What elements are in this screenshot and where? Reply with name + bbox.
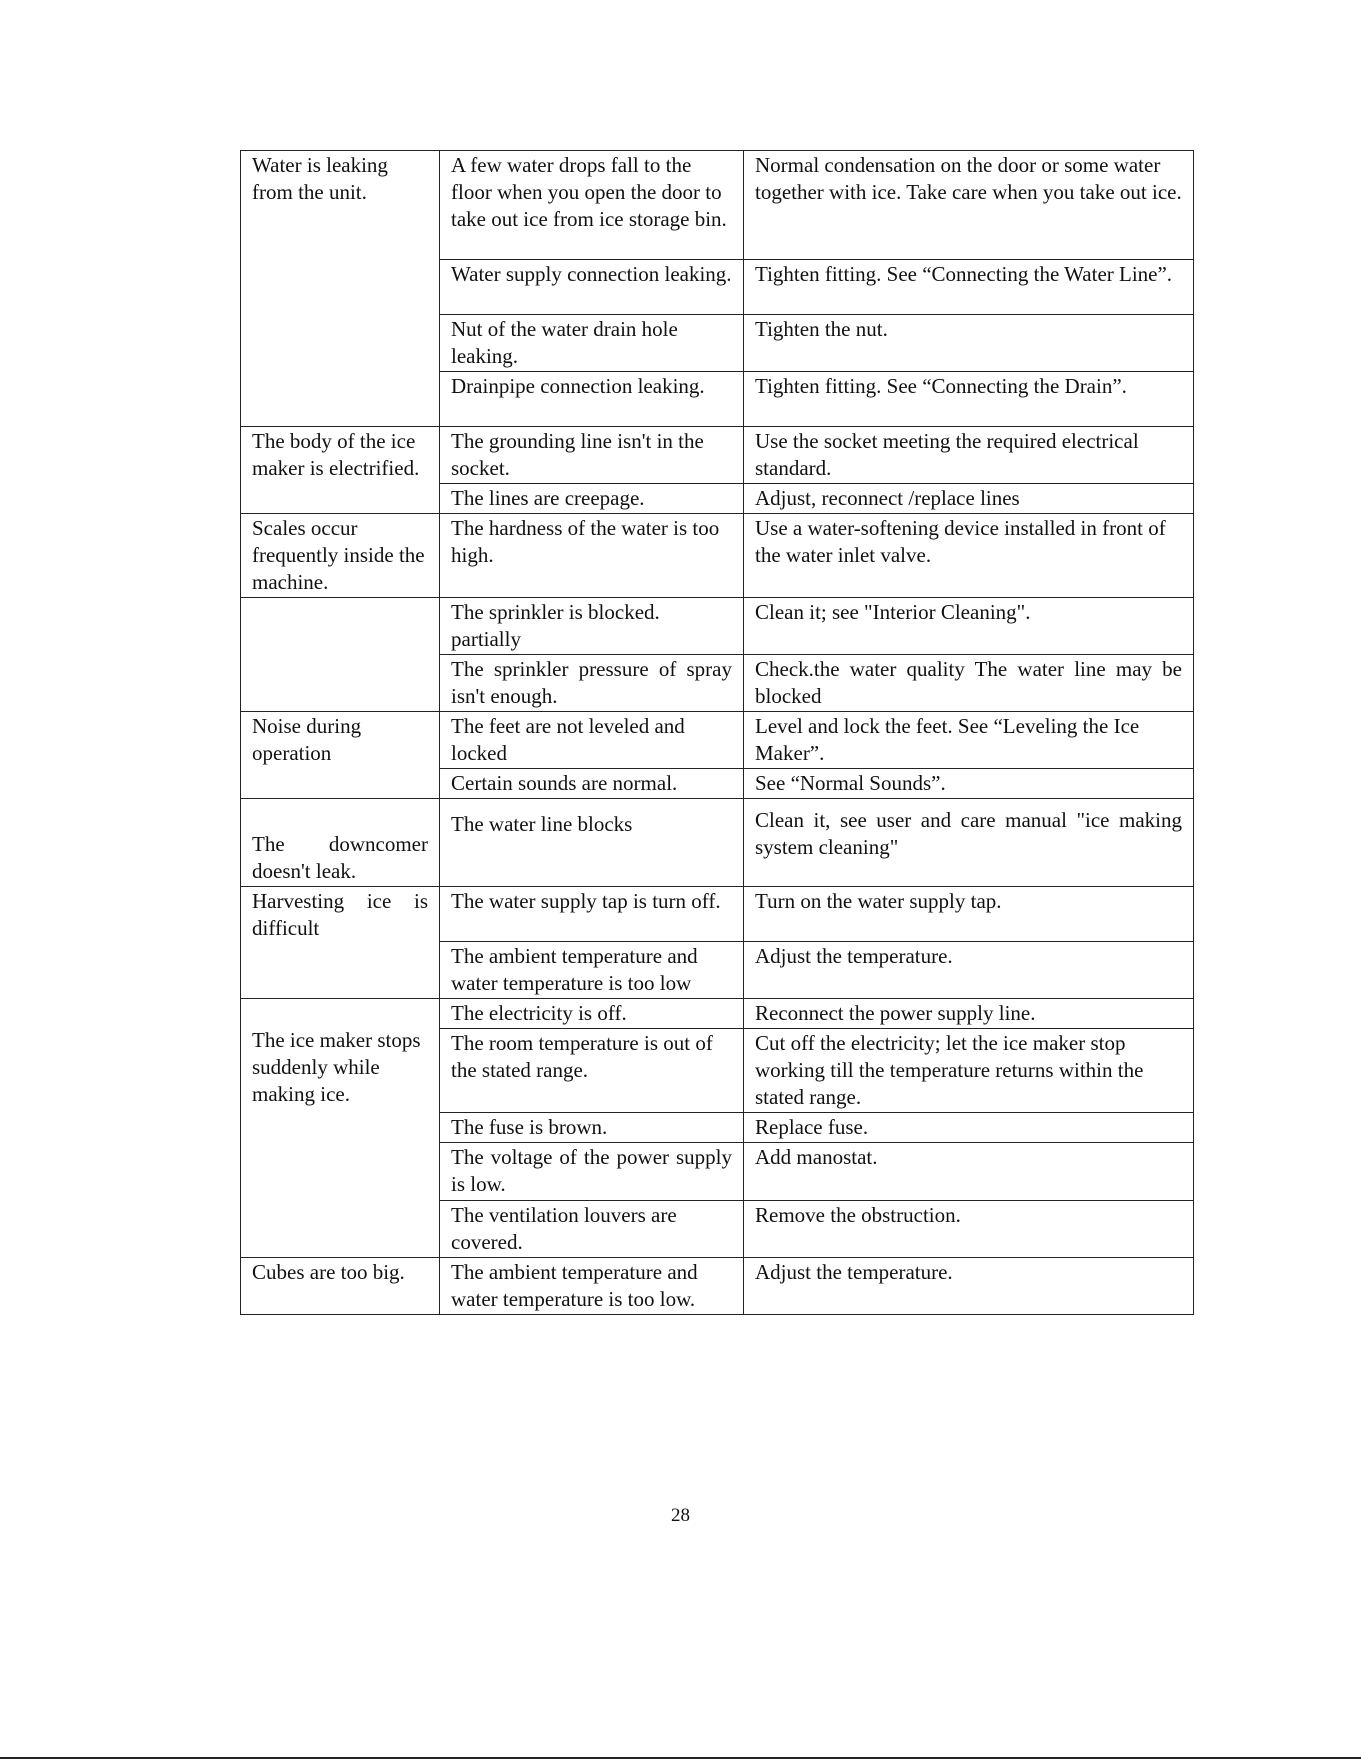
- table-row: [241, 887, 1194, 942]
- cause-cell: Nut of the water drain hole leaking.: [440, 315, 744, 372]
- cause-cell: The water supply tap is turn off.: [440, 887, 744, 942]
- problem-cell: Water is leaking from the unit.: [241, 151, 440, 427]
- cause-cell: The lines are creepage.: [440, 484, 744, 514]
- solution-cell: Use the socket meeting the required electrical standard.: [744, 427, 1194, 484]
- page-number: 28: [671, 1505, 690, 1526]
- cause-cell: The voltage of the power supply is low.: [440, 1143, 744, 1201]
- problem-cell: Noise during operation: [241, 712, 440, 799]
- solution-cell: Add manostat.: [744, 1143, 1194, 1201]
- cause-cell: A few water drops fall to the floor when you open the door to take out ice from ice storage bin.: [440, 151, 744, 260]
- cause-cell: The ambient temperature and water temperature is too low.: [440, 1258, 744, 1315]
- problem-cell: [241, 598, 440, 712]
- table-row: [241, 427, 1194, 484]
- problem-cell: Harvesting ice is difficult: [241, 887, 440, 999]
- problem-cell: Cubes are too big.: [241, 1258, 440, 1315]
- solution-cell: Remove the obstruction.: [744, 1201, 1194, 1258]
- bottom-rule: [0, 1757, 1361, 1759]
- problem-cell: The body of the ice maker is electrified.: [241, 427, 440, 514]
- table-row: [241, 151, 1194, 260]
- table-row: [241, 598, 1194, 655]
- cause-cell: The water line blocks: [440, 799, 744, 887]
- solution-cell: Check.the water quality The water line may be blocked: [744, 655, 1194, 712]
- solution-cell: Tighten the nut.: [744, 315, 1194, 372]
- problem-cell: The downcomer doesn't leak.: [241, 799, 440, 887]
- solution-cell: Adjust, reconnect /replace lines: [744, 484, 1194, 514]
- cause-cell: Drainpipe connection leaking.: [440, 372, 744, 427]
- cause-cell: Certain sounds are normal.: [440, 769, 744, 799]
- solution-cell: Adjust the temperature.: [744, 1258, 1194, 1315]
- cause-cell: The feet are not leveled and locked: [440, 712, 744, 769]
- solution-cell: Cut off the electricity; let the ice maker stop working till the temperature returns within the stated range.: [744, 1029, 1194, 1113]
- solution-cell: Normal condensation on the door or some water together with ice. Take care when you take out ice.: [744, 151, 1194, 260]
- cause-cell: The electricity is off.: [440, 999, 744, 1029]
- cause-cell: The sprinkler pressure of spray isn't enough.: [440, 655, 744, 712]
- cause-cell: The ambient temperature and water temperature is too low: [440, 942, 744, 999]
- solution-cell: See “Normal Sounds”.: [744, 769, 1194, 799]
- table-row: [241, 799, 1194, 887]
- solution-cell: Replace fuse.: [744, 1113, 1194, 1143]
- cause-cell: The sprinkler is blocked. partially: [440, 598, 744, 655]
- solution-cell: Level and lock the feet. See “Leveling the Ice Maker”.: [744, 712, 1194, 769]
- solution-cell: Turn on the water supply tap.: [744, 887, 1194, 942]
- problem-cell: The ice maker stops suddenly while making ice.: [241, 999, 440, 1258]
- solution-cell: Tighten fitting. See “Connecting the Drain”.: [744, 372, 1194, 427]
- solution-cell: Adjust the temperature.: [744, 942, 1194, 999]
- cause-cell: The fuse is brown.: [440, 1113, 744, 1143]
- troubleshooting-table: [240, 150, 1194, 1315]
- solution-cell: Clean it; see "Interior Cleaning".: [744, 598, 1194, 655]
- table-row: [241, 1258, 1194, 1315]
- solution-cell: Use a water-softening device installed in front of the water inlet valve.: [744, 514, 1194, 598]
- cause-cell: Water supply connection leaking.: [440, 260, 744, 315]
- table-row: [241, 999, 1194, 1029]
- solution-cell: Reconnect the power supply line.: [744, 999, 1194, 1029]
- problem-cell: Scales occur frequently inside the machine.: [241, 514, 440, 598]
- solution-cell: Clean it, see user and care manual "ice making system cleaning": [744, 799, 1194, 887]
- solution-cell: Tighten fitting. See “Connecting the Water Line”.: [744, 260, 1194, 315]
- table-row: [241, 712, 1194, 769]
- cause-cell: The grounding line isn't in the socket.: [440, 427, 744, 484]
- cause-cell: The room temperature is out of the stated range.: [440, 1029, 744, 1113]
- cause-cell: The hardness of the water is too high.: [440, 514, 744, 598]
- table-row: [241, 514, 1194, 598]
- cause-cell: The ventilation louvers are covered.: [440, 1201, 744, 1258]
